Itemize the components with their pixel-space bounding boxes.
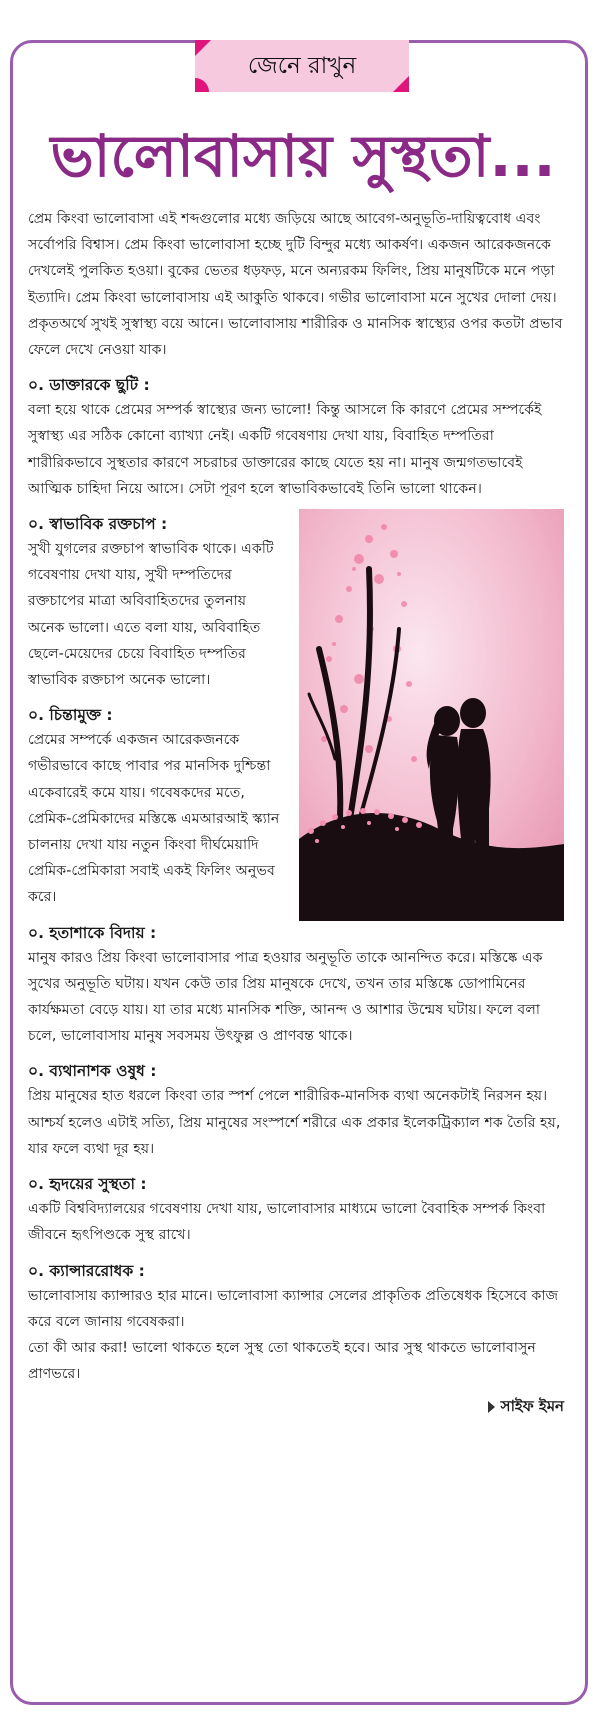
intro-paragraph: প্রেম কিংবা ভালোবাসা এই শব্দগুলোর মধ্যে জড়িয়ে আছে আবেগ-অনুভূতি-দায়িত্ববোধ এবং সর্বোপরি বিশ্বাস। প্রেম কিংবা ভালোবাসা হচ্ছে দুটি বিন্দুর মধ্যে আকর্ষণ। একজন আরেকজনকে দেখলেই পুলকিত হওয়া। বুকের ভেতর ধড়ফড়, মনে অন্যরকম ফিলিং, প্রিয় মানুষটিকে মনে পড়া ইত্যাদি। প্রেম কিংবা ভালোবাসায় এই আকুতি থাকবে। গভীর ভালোবাসা মনে সুখের দোলা দেয়। প্রকৃতঅর্থে সুখই সুস্বাস্থ্য বয়ে আনে। ভালোবাসায় শারীরিক ও মানসিক স্বাস্থ্যের ওপর কতটা প্রভাব ফেলে দেখে নেওয়া যাক। — [28, 211, 563, 359]
triangle-right-icon — [488, 1401, 495, 1413]
section-body: মানুষ কারও প্রিয় কিংবা ভালোবাসার পাত্র হওয়ার অনুভূতি তাকে আনন্দিত করে। মস্তিষ্কে এক সুখের অনুভূতি ঘটায়। যখন কেউ তার প্রিয় মানুষকে দেখে, তখন তার মস্তিষ্কে ডোপামিনের কার্যক্ষমতা বেড়ে যায়। যা তার মধ্যে মানসিক শক্তি, আনন্দ ও আশার উন্মেষ ঘটায়। ফলে বলা চলে, ভালোবাসায় মানুষ সবসময় উৎফুল্ল ও প্রাণবন্ত থাকে। — [28, 949, 543, 1045]
section-tag-label: জেনে রাখুন — [247, 52, 357, 79]
article-body — [28, 206, 564, 1420]
section-body: বলা হয়ে থাকে প্রেমের সম্পর্ক স্বাস্থ্যের জন্য ভালো! কিন্তু আসলে কি কারণে প্রেমের সম্পর্কেই সুস্বাস্থ্য এর সঠিক কোনো ব্যাখ্যা নেই। একটি গবেষণায় দেখা যায়, বিবাহিত দম্পতিরা শারীরিকভাবে সুস্থতার কারণে সচরাচর ডাক্তারের কাছে যেতে হয় না। মানুষ জন্মগতভাবেই আত্মিক চাহিদা নিয়ে আসে। সেটা পূরণ হলে স্বাভাবিকভাবেই তিনি ভালো থাকেন। — [28, 402, 542, 497]
section-heading: ০. ডাক্তারকে ছুটি : — [28, 376, 150, 395]
section-body: প্রেমের সম্পর্কে একজন আরেকজনকে গভীরভাবে কাছে পাবার পর মানসিক দুশ্চিন্তা একেবারেই কমে যায়। গবেষকদের মতে, প্রেমিক-প্রেমিকাদের মস্তিষ্কে এমআরআই স্ক্যান চালনায় দেখা যায় নতুন কিংবা দীর্ঘমেয়াদি প্রেমিক-প্রেমিকারা সবাই একই ফিলিং অনুভব করে। — [28, 732, 280, 906]
section-heading: ০. ক্যান্সাররোধক : — [28, 1261, 145, 1280]
section-body: প্রিয় মানুষের হাত ধরলে কিংবা তার স্পর্শ পেলে শারীরিক-মানসিক ব্যথা অনেকটাই নিরসন হয়। আশ্চর্য হলেও এটাই সত্যি, প্রিয় মানুষের সংস্পর্শে শরীরে এক প্রকার ইলেকট্রিক্যাল শক তৈরি হয়, যার ফলে ব্যথা দূর হয়। — [28, 1088, 561, 1157]
section-heading: ০. হতাশাকে বিদায় : — [28, 923, 157, 942]
closing-paragraph: তো কী আর করা! ভালো থাকতে হলে সুস্থ তো থাকতেই হবে। আর সুস্থ থাকতে ভালোবাসুন প্রাণভরে। — [28, 1339, 536, 1383]
section-heading: ০. স্বাভাবিক রক্তচাপ : — [28, 515, 168, 534]
section-body: সুখী যুগলের রক্তচাপ স্বাভাবিক থাকে। একটি গবেষণায় দেখা যায়, সুখী দম্পতিদের রক্তচাপের মাত্রা অবিবাহিতদের তুলনায় অনেক ভালো। এতে বলা যায়, অবিবাহিত ছেলে-মেয়েদের চেয়ে বিবাহিত দম্পতির স্বাভাবিক রক্তচাপ অনেক ভালো। — [28, 541, 274, 689]
headline: ভালোবাসায় সুস্থতা... — [50, 122, 556, 190]
section-heading: ০. ব্যথানাশক ওষুধ : — [28, 1062, 157, 1081]
couple-silhouette-image — [299, 509, 564, 921]
author-name: সাইফ ইমন — [500, 1397, 564, 1416]
couple-photo — [299, 509, 564, 921]
tag-corner-decoration — [393, 76, 409, 92]
tag-corner-decoration — [195, 78, 209, 92]
byline — [28, 1393, 564, 1419]
section-body: ভালোবাসায় ক্যান্সারও হার মানে। ভালোবাসা ক্যান্সার সেলের প্রাকৃতিক প্রতিষেধক হিসেবে কাজ করে বলে জানায় গবেষকরা। — [28, 1287, 559, 1330]
section-tag — [195, 40, 409, 92]
tag-corner-decoration — [195, 40, 211, 56]
section-heading: ০. হৃদয়ের সুস্থতা : — [28, 1175, 147, 1194]
section-heading: ০. চিন্তামুক্ত : — [28, 706, 113, 725]
section-body: একটি বিশ্ববিদ্যালয়ের গবেষণায় দেখা যায়, ভালোবাসার মাধ্যমে ভালো বৈবাহিক সম্পর্ক কিংবা জীবনে হৃৎপিণ্ডকে সুস্থ রাখে। — [28, 1201, 546, 1244]
